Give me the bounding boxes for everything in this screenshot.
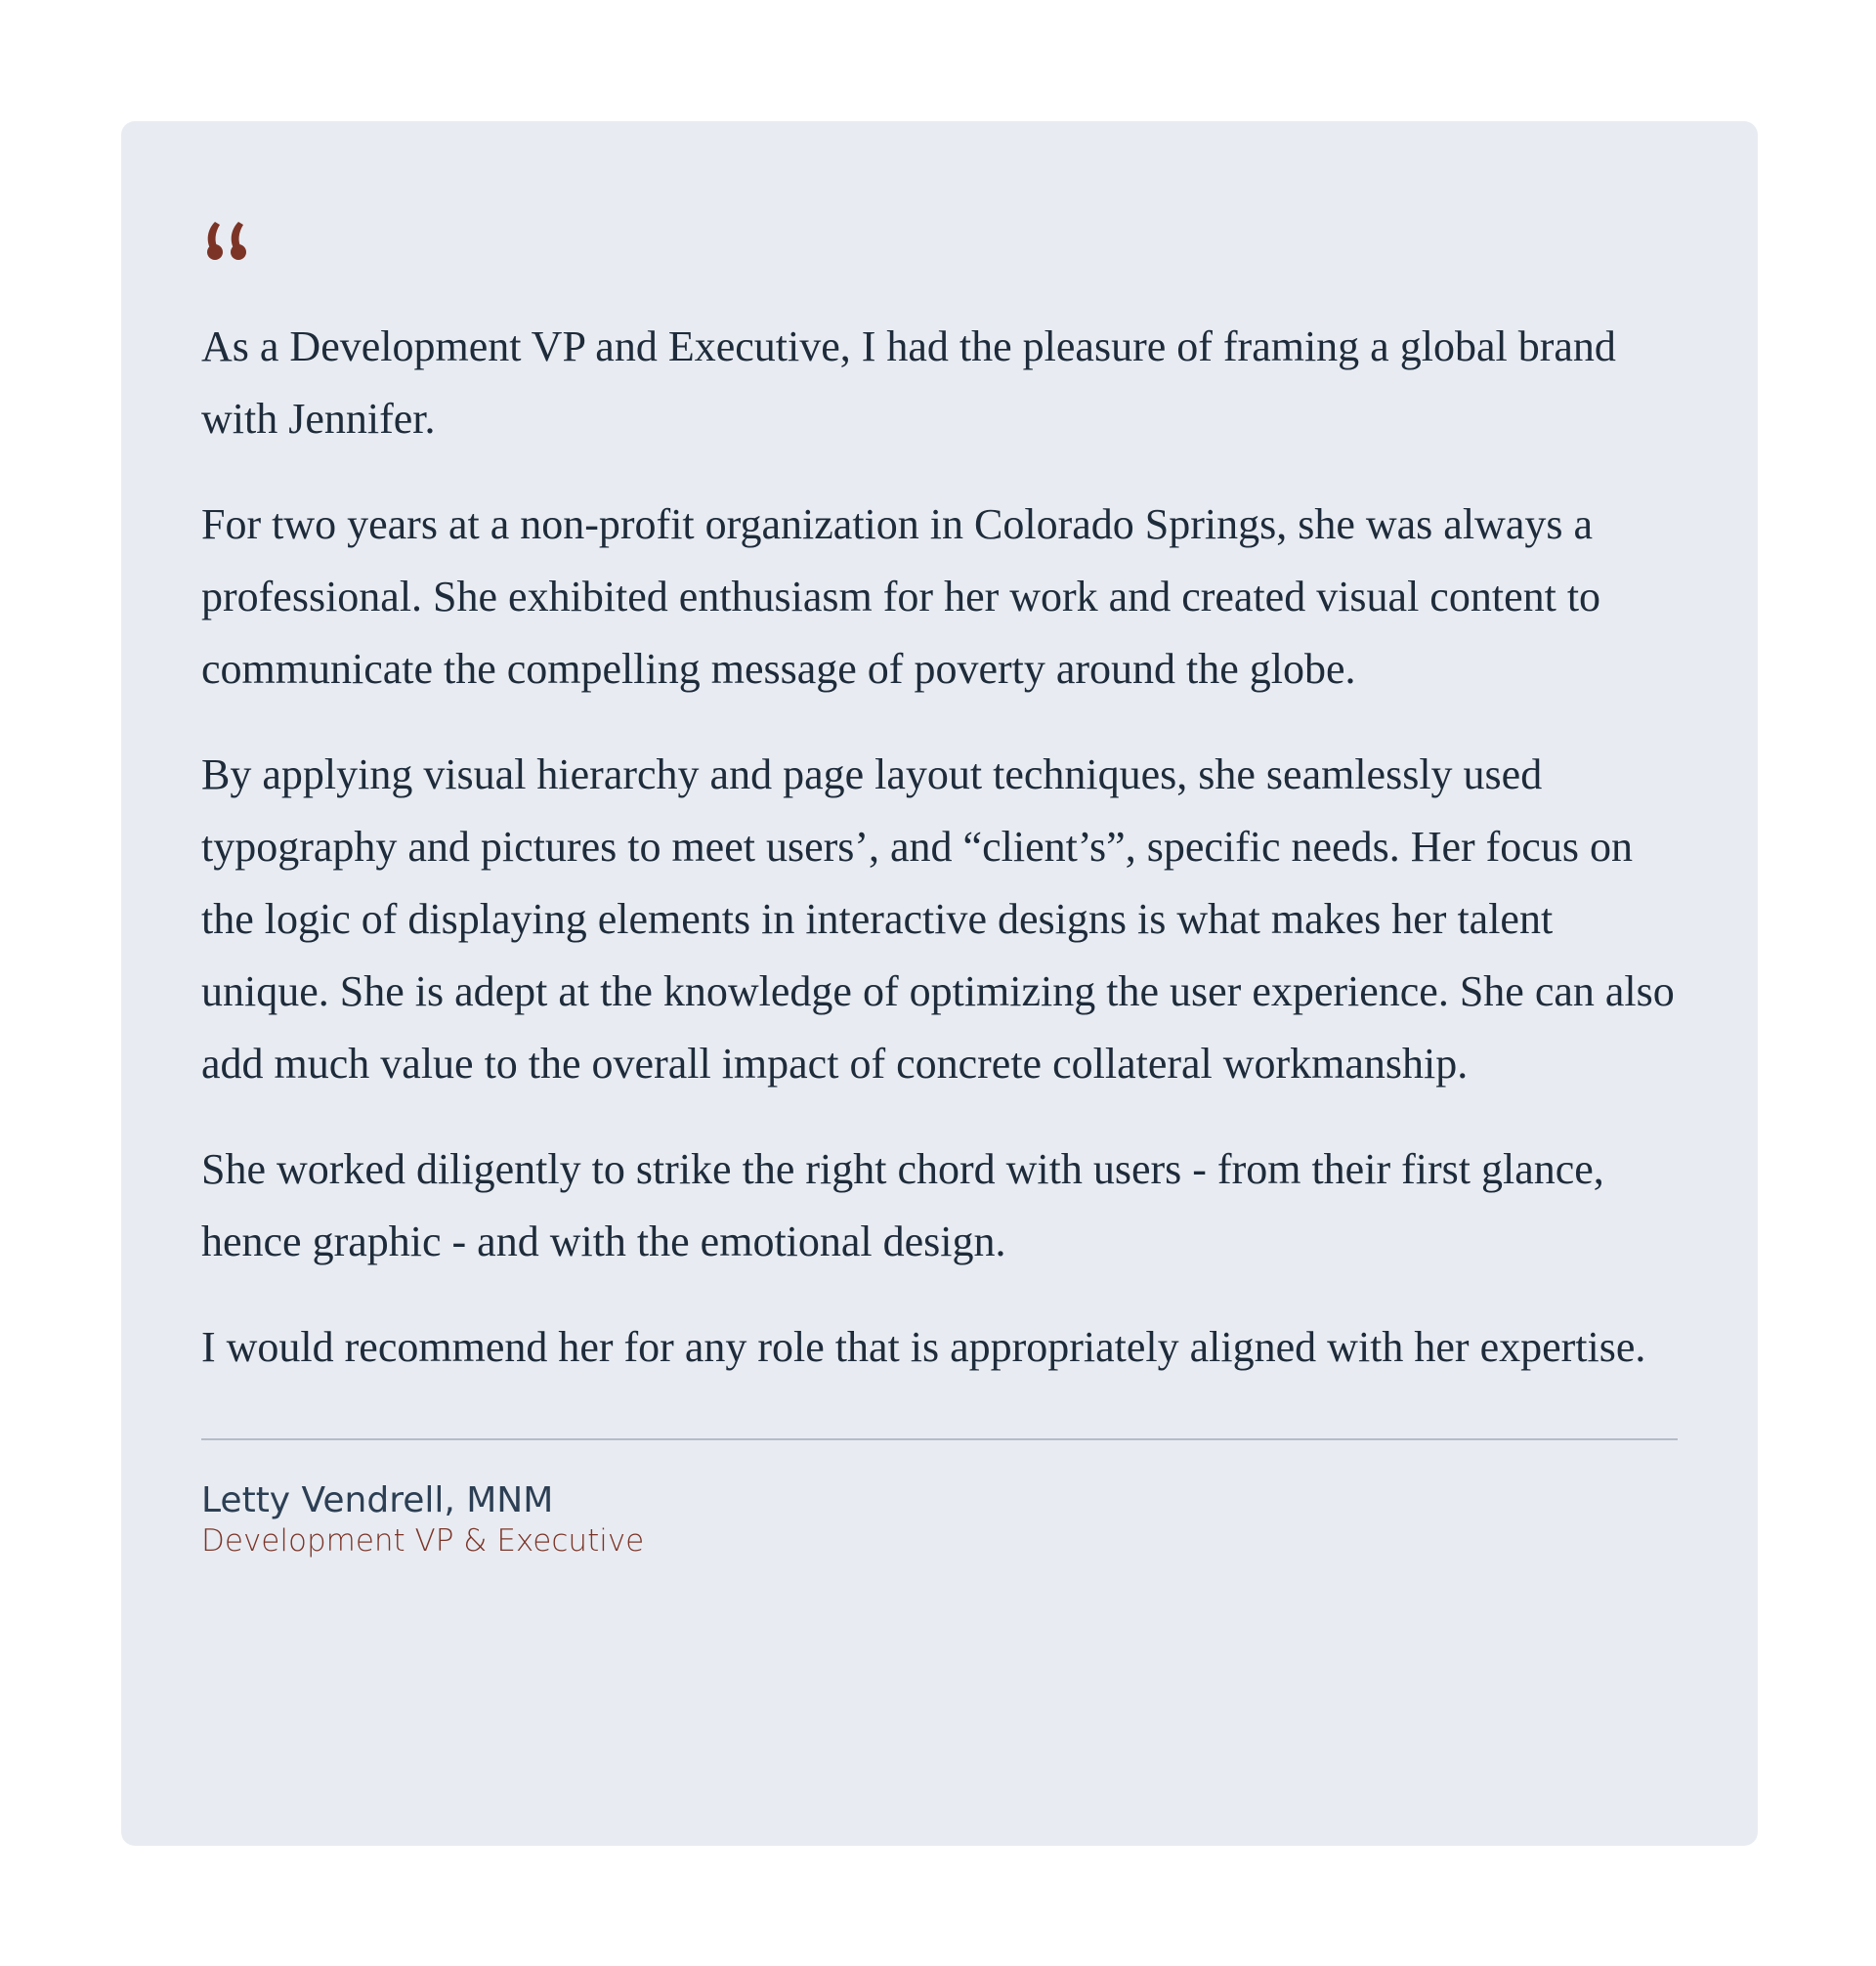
author-title: Development VP & Executive bbox=[201, 1523, 645, 1559]
testimonial-paragraph-3: By applying visual hierarchy and page layout techniques, she seamlessly used typography and pictures to meet users’, and “client’s”, specific needs. Her focus on the logic of displaying elements in interactive designs is what makes her talent unique. She is adept at the knowledge of optimizing the user experience. She can also add much value to the overall impact of concrete collateral workmanship. bbox=[201, 750, 1675, 1088]
opening-quote-icon bbox=[201, 209, 1678, 278]
testimonial-paragraph-5: I would recommend her for any role that is appropriately aligned with her expertise. bbox=[201, 1323, 1646, 1371]
opening-quote-icon-graphic bbox=[201, 209, 256, 278]
testimonial-card bbox=[121, 121, 1758, 1846]
author-name: Letty Vendrell, MNM bbox=[201, 1480, 554, 1520]
testimonial-paragraph-4: She worked diligently to strike the right chord with users - from their first glance, hence graphic - and with the emotional design. bbox=[201, 1145, 1604, 1265]
testimonial-paragraph-2: For two years at a non-profit organization in Colorado Springs, she was always a professional. She exhibited enthusiasm for her work and created visual content to communicate the compelling message of poverty around the globe. bbox=[201, 500, 1601, 693]
divider bbox=[201, 1438, 1678, 1440]
testimonial-paragraph-1: As a Development VP and Executive, I had the pleasure of framing a global brand with Jennifer. bbox=[201, 322, 1616, 443]
testimonial-body bbox=[201, 311, 1678, 1384]
